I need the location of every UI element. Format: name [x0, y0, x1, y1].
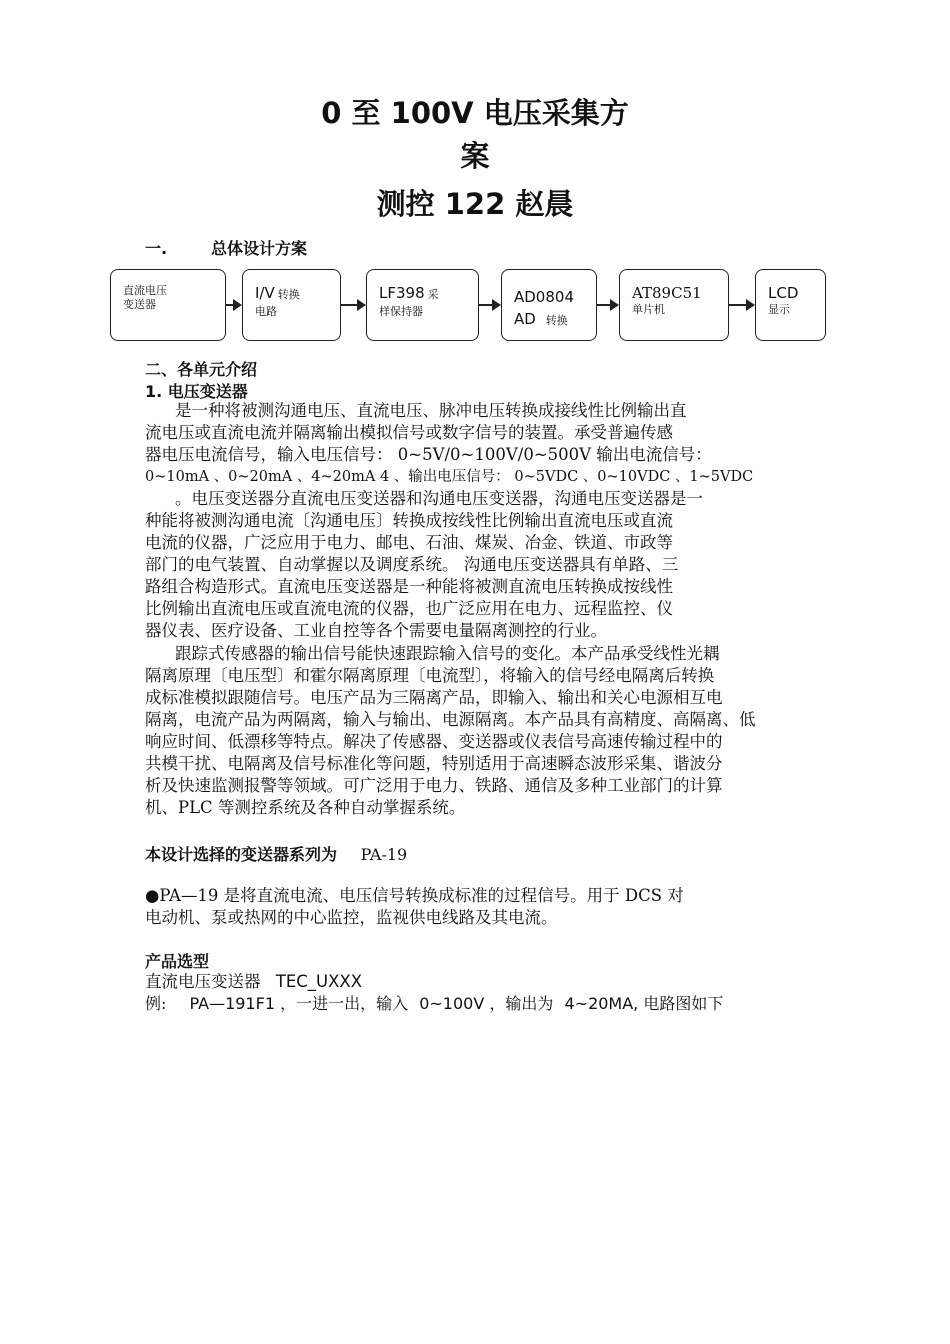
flow-box-6-label-2: 显示	[768, 303, 790, 316]
flow-box-lcd	[755, 269, 826, 341]
section1-heading	[145, 236, 307, 259]
section2-heading: 二、各单元介绍	[145, 360, 258, 379]
para2-line: 析及快速监测报警等领域。可广泛用于电力、铁路、通信及多种工业部门的计算	[145, 776, 723, 795]
flow-arrow-5	[729, 304, 753, 306]
flow-box-5-label-1: AT89C51	[632, 284, 702, 302]
product-line1-label: 直流电压变送器	[145, 972, 261, 991]
para-tracking-sensor	[145, 643, 825, 819]
series-value: PA-19	[360, 845, 408, 864]
product-heading: 产品选型	[145, 952, 210, 971]
para1-line: 部门的电气装置、自动掌握以及调度系统。 沟通电压变送器具有单路、三	[145, 555, 679, 574]
para2-line: 机、PLC 等测控系统及各种自动掌握系统。	[145, 798, 466, 817]
flow-arrow-4	[597, 304, 617, 306]
flow-box-4-sub: 转换	[545, 314, 568, 327]
product-lines	[145, 971, 845, 1015]
series-label: 本设计选择的变送器系列为	[145, 845, 338, 864]
product-line2-input: 0~100V	[419, 994, 485, 1013]
flow-box-1-label-1: 直流电压	[123, 284, 167, 297]
product-line2-g: 电路图如下	[643, 994, 724, 1013]
section1-title: 总体设计方案	[211, 239, 308, 258]
para-pa19	[145, 885, 825, 929]
product-line2-c: ，一进一出，输入	[280, 994, 409, 1013]
para2-line: 成标准模拟跟随信号。电压产品为三隔离产品，即输入、输出和关心电源相互电	[145, 688, 723, 707]
section1-number: 一.	[145, 239, 168, 258]
para1-line: 器电压电流信号，输入电压信号： 0~5V/0~100V/0~500V 输出电流信号：	[145, 445, 712, 464]
product-line2-a: 例:	[145, 994, 167, 1013]
para1-line: 路组合构造形式。直流电压变送器是一种能将被测直流电压转换成按线性	[145, 577, 673, 596]
flow-box-2-label	[255, 284, 340, 304]
flow-box-3-main: LF398	[379, 284, 425, 302]
para2-line: 响应时间、低漂移等特点。解决了传感器、变送器或仪表信号高速传输过程中的	[145, 732, 723, 751]
flow-box-adc	[501, 269, 597, 341]
flow-box-3-label-2: 样保持器	[379, 305, 423, 318]
product-line2-model: PA—191F1	[189, 994, 275, 1013]
para2-line: 隔离原理〔电压型〕和霍尔隔离原理〔电流型〕，将输入的信号经电隔离后转换	[145, 666, 715, 685]
product-line-2	[145, 993, 845, 1015]
para1-line: 器仪表、医疗设备、工业自控等各个需要电量隔离测控的行业。	[145, 621, 607, 640]
para2-line: 跟踪式传感器的输出信号能快速跟踪输入信号的变化。本产品承受线性光耦	[175, 644, 720, 663]
para1-line: 流电压或直流电流并隔离输出模拟信号或数字信号的装置。承受普遍传感	[145, 423, 673, 442]
flow-box-2-main: I/V	[255, 284, 275, 302]
para3-line: 电动机、泵或热网的中心监控，监视供电线路及其电流。	[145, 908, 558, 927]
para-voltage-transmitter	[145, 400, 825, 642]
flow-box-5-label-2: 单片机	[632, 303, 665, 316]
flow-arrow-2	[341, 304, 364, 306]
doc-title-line1: 0 至 100V 电压采集方	[321, 96, 629, 130]
para1-line: 电流的仪器，广泛应用于电力、邮电、石油、煤炭、冶金、铁道、市政等	[145, 533, 673, 552]
flow-box-2-sub: 转换	[277, 288, 300, 301]
section2-sub1: 1. 电压变送器	[145, 382, 248, 401]
flow-box-4-label	[514, 310, 596, 330]
para1-line: 。电压变送器分直流电压变送器和沟通电压变送器，沟通电压变送器是一	[175, 489, 703, 508]
doc-author-line: 测控 122 赵晨	[376, 187, 574, 221]
flow-box-4-main: AD	[514, 310, 536, 328]
para3-line: ●PA—19 是将直流电流、电压信号转换成标准的过程信号。用于 DCS 对	[145, 886, 684, 905]
doc-title-line2: 案	[460, 139, 490, 173]
flow-box-3-sub: 采	[427, 288, 439, 301]
flow-box-3-label	[379, 284, 478, 304]
para1-line: 种能将被测沟通电流〔沟通电压〕转换成按线性比例输出直流电压或直流	[145, 511, 673, 530]
flow-box-iv-converter	[242, 269, 341, 341]
flow-box-2-label-2: 电路	[255, 305, 277, 318]
flow-box-sample-hold	[366, 269, 479, 341]
flow-box-voltage-transmitter	[110, 269, 226, 341]
product-line1-model: TEC_UXXX	[275, 972, 363, 991]
flow-box-mcu	[619, 269, 729, 341]
para1-line: 比例输出直流电压或直流电流的仪器，也广泛应用在电力、远程监控、仪	[145, 599, 673, 618]
product-line-1	[145, 971, 845, 993]
flow-box-6-label-1: LCD	[768, 284, 799, 302]
product-line2-output: 4~20MA,	[564, 994, 639, 1013]
flow-box-1-label-2: 变送器	[123, 298, 156, 311]
flow-box-4-label-1: AD0804	[514, 288, 574, 306]
para1-line: 0~10mA 、0~20mA 、4~20mA 4 、输出电压信号： 0~5VDC 、0~10VDC 、1~5VDC	[145, 469, 754, 485]
series-line	[145, 842, 407, 865]
para1-line: 是一种将被测沟通电压、直流电压、脉冲电压转换成接线性比例输出直	[175, 401, 687, 420]
product-line2-e: ，输出为	[489, 994, 554, 1013]
flow-arrow-3	[479, 304, 499, 306]
para2-line: 共模干扰、电隔离及信号标准化等问题，特别适用于高速瞬态波形采集、谐波分	[145, 754, 723, 773]
flow-arrow-1	[226, 304, 240, 306]
para2-line: 隔离，电流产品为两隔离，输入与输出、电源隔离。本产品具有高精度、高隔离、低	[145, 710, 756, 729]
